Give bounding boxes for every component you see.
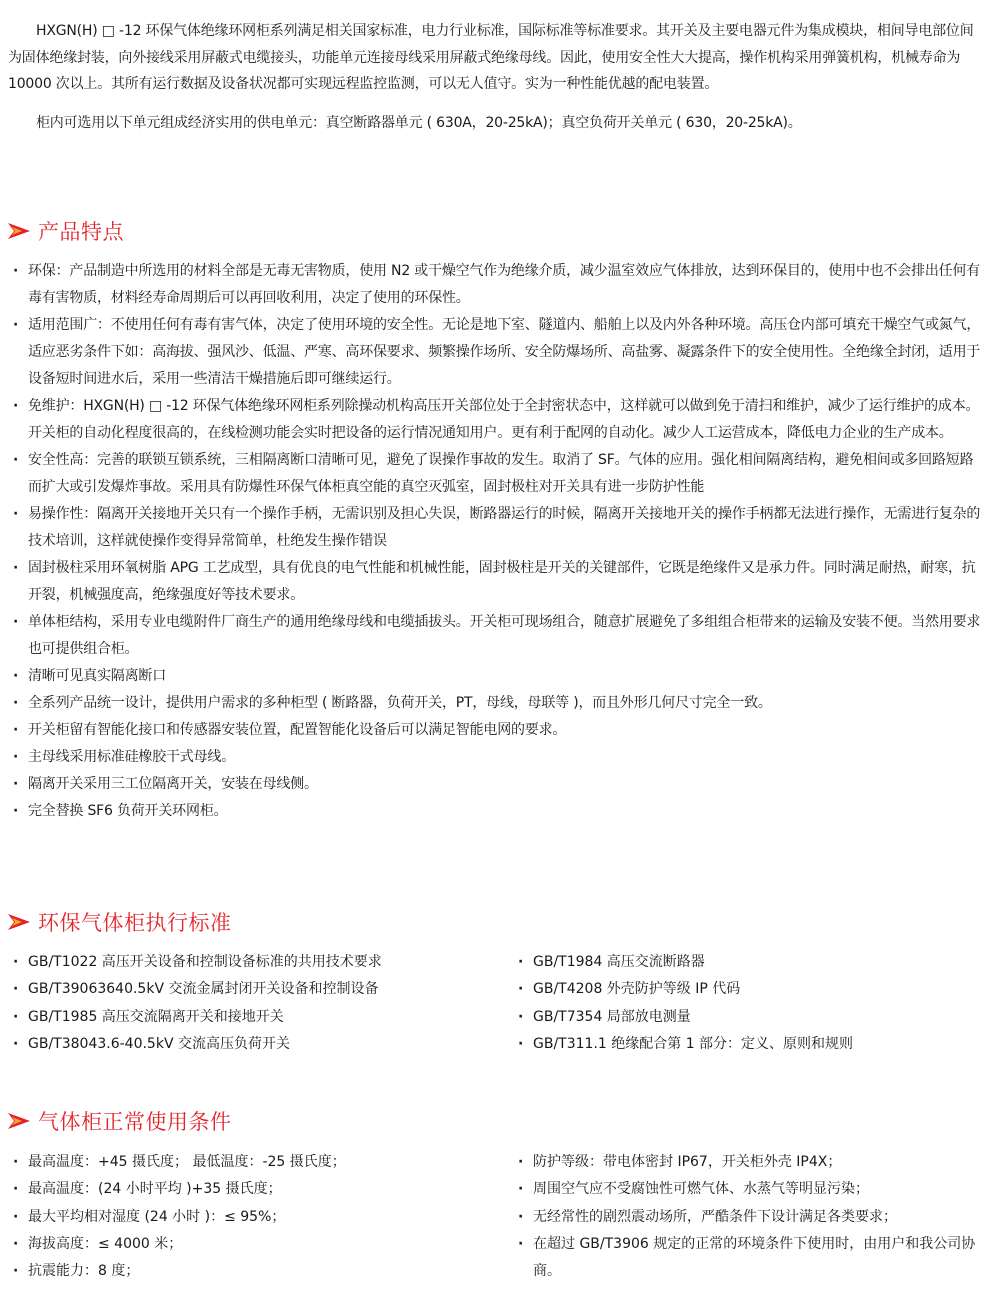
list-item: · 易操作性：隔离开关接地开关只有一个操作手柄，无需识别及担心失误，断路器运行的时候，隔离开关接地开关的操作手柄都无法进行操作，无需进行复杂的技术培训，这样就使操作变得异常简单，杜绝发生操作错误 (8, 501, 983, 555)
list-item: · 适用范围广：不使用任何有毒有害气体，决定了使用环境的安全性。无论是地下室、隧道内、船舶上以及内外各种环境。高压仓内部可填充干燥空气或氮气，适应恶劣条件下如：高海拔、强风沙、低温、严寒、高环保要求、频繁操作场所、安全防爆场所、高盐雾、凝露条件下的安全使用性。全绝缘全封闭，适用于设备短时间进水后，采用一些清洁干燥措施后即可继续运行。 (8, 312, 983, 393)
standards-list-right (513, 949, 983, 1058)
list-item: · 海拔高度：≤ 4000 米； (8, 1231, 508, 1258)
list-item: · GB/T4208 外壳防护等级 IP 代码 (513, 976, 983, 1003)
intro-paragraph-1: HXGN(H) □ -12 环保气体绝缘环网柜系列满足相关国家标准，电力行业标准，国际标准等标准要求。其开关及主要电器元件为集成模块，相间导电部位间为固体绝缘封装，向外接线采用屏蔽式电缆接头，功能单元连接母线采用屏蔽式绝缘母线。因此，使用安全性大大提高，操作机构采用弹簧机构，机械寿命为 10000 次以上。其所有运行数据及设备状况都可实现远程监控监测，可以无人值守。实为一种性能优越的配电装置。 (8, 23, 974, 92)
section-title-standards (8, 907, 232, 937)
section-title-text: 环保气体柜执行标准 (38, 911, 232, 935)
intro-paragraph-2: 柜内可选用以下单元组成经济实用的供电单元：真空断路器单元 ( 630A，20-25kA)；真空负荷开关单元 ( 630，20-25kA)。 (36, 114, 802, 131)
list-item: · 在超过 GB/T3906 规定的正常的环境条件下使用时，由用户和我公司协商。 (513, 1231, 983, 1286)
list-item: · GB/T1984 高压交流断路器 (513, 949, 983, 976)
list-item: · 固封极柱采用环氧树脂 APG 工艺成型，具有优良的电气性能和机械性能，固封极柱是开关的关键部件，它既是绝缘件又是承力件。同时满足耐热，耐寒，抗开裂，机械强度高，绝缘强度好等技术要求。 (8, 555, 983, 609)
list-item: · 单体柜结构，采用专业电缆附件厂商生产的通用绝缘母线和电缆插拔头。开关柜可现场组合，随意扩展避免了多组组合柜带来的运输及安装不便。当然用要求也可提供组合柜。 (8, 609, 983, 663)
list-item: · 免维护：HXGN(H) □ -12 环保气体绝缘环网柜系列除操动机构高压开关部位处于全封密状态中，这样就可以做到免于清扫和维护，减少了运行维护的成本。开关柜的自动化程度很高的，在线检测功能会实时把设备的运行情况通知用户。更有利于配网的自动化。减少人工运营成本，降低电力企业的生产成本。 (8, 393, 983, 447)
section-title-conditions (8, 1106, 232, 1136)
list-item: · 最大平均相对湿度 (24 小时 )：≤ 95%； (8, 1204, 508, 1231)
list-item: · 环保：产品制造中所选用的材料全部是无毒无害物质，使用 N2 或干燥空气作为绝缘介质，减少温室效应气体排放，达到环保目的，使用中也不会排出任何有毒有害物质，材料经寿命周期后可以再回收利用，决定了使用的环保性。 (8, 258, 983, 312)
arrow-bullet-icon (8, 914, 30, 930)
list-item: · 周围空气应不受腐蚀性可燃气体、水蒸气等明显污染； (513, 1176, 983, 1203)
list-item: · 隔离开关采用三工位隔离开关，安装在母线侧。 (8, 771, 983, 798)
list-item: · GB/T1022 高压开关设备和控制设备标准的共用技术要求 (8, 949, 508, 976)
list-item: · GB/T38043.6-40.5kV 交流高压负荷开关 (8, 1031, 508, 1058)
section-title-text: 气体柜正常使用条件 (38, 1110, 232, 1134)
list-item: · 清晰可见真实隔离断口 (8, 663, 983, 690)
conditions-list-right (513, 1149, 983, 1285)
arrow-bullet-icon (8, 1113, 30, 1129)
list-item: · 最高温度：(24 小时平均 )+35 摄氏度； (8, 1176, 508, 1203)
list-item: · 防护等级：带电体密封 IP67，开关柜外壳 IP4X； (513, 1149, 983, 1176)
list-item: · 完全替换 SF6 负荷开关环网柜。 (8, 798, 983, 825)
list-item: · 开关柜留有智能化接口和传感器安装位置，配置智能化设备后可以满足智能电网的要求。 (8, 717, 983, 744)
list-item: · 无经常性的剧烈震动场所，严酷条件下设计满足各类要求； (513, 1204, 983, 1231)
intro-text (8, 18, 978, 136)
standards-list-left (8, 949, 508, 1058)
list-item: · 最高温度：+45 摄氏度； 最低温度：-25 摄氏度； (8, 1149, 508, 1176)
list-item: · 安全性高：完善的联锁互锁系统，三相隔离断口清晰可见，避免了误操作事故的发生。取消了 SF。气体的应用。强化相间隔离结构，避免相间或多回路短路而扩大或引发爆炸事故。采用具有防爆性环保气体柜真空能的真空灭弧室，固封极柱对开关具有进一步防护性能 (8, 447, 983, 501)
section-title-features (8, 216, 124, 246)
conditions-list-left (8, 1149, 508, 1285)
list-item: · GB/T7354 局部放电测量 (513, 1004, 983, 1031)
features-list (8, 258, 983, 825)
list-item: · 全系列产品统一设计，提供用户需求的多种柜型 ( 断路器，负荷开关，PT，母线，母联等 )，而且外形几何尺寸完全一致。 (8, 690, 983, 717)
list-item: · 主母线采用标准硅橡胶干式母线。 (8, 744, 983, 771)
list-item: · GB/T311.1 绝缘配合第 1 部分：定义、原则和规则 (513, 1031, 983, 1058)
section-title-text: 产品特点 (38, 220, 124, 244)
arrow-bullet-icon (8, 223, 30, 239)
list-item: · GB/T1985 高压交流隔离开关和接地开关 (8, 1004, 508, 1031)
list-item: · 抗震能力：8 度； (8, 1258, 508, 1285)
list-item: · GB/T39063640.5kV 交流金属封闭开关设备和控制设备 (8, 976, 508, 1003)
